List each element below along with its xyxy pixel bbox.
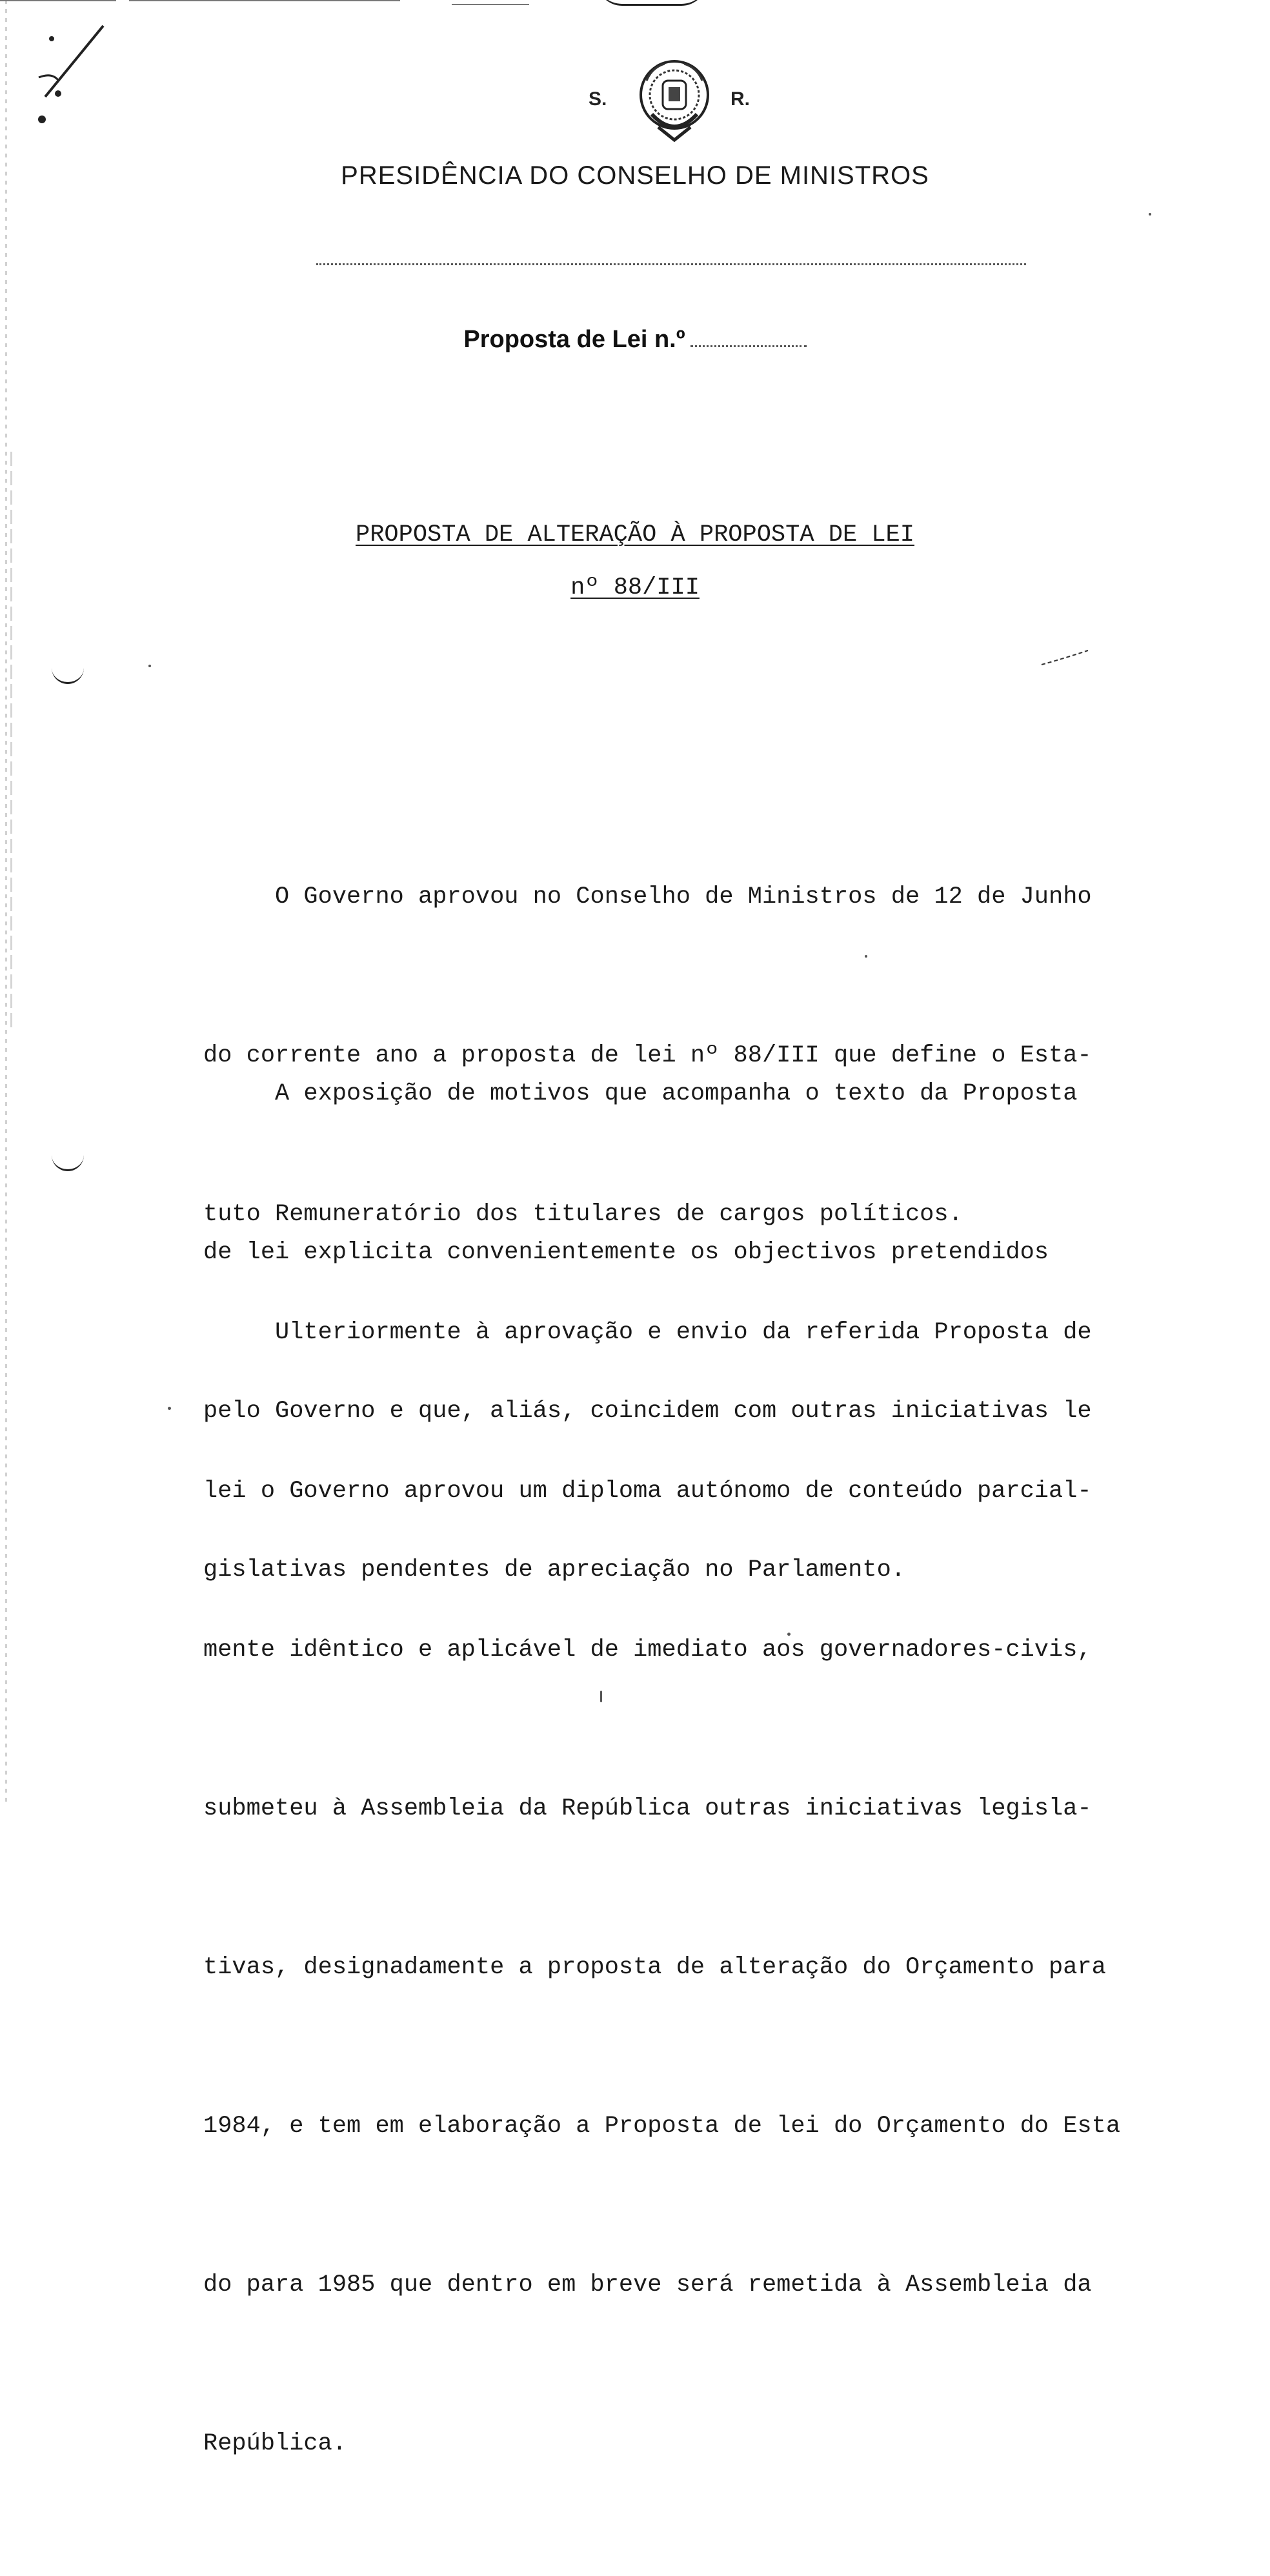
document-title-number: nº 88/III (570, 574, 700, 601)
pen-mark (32, 19, 123, 129)
text-line: Ulteriormente à aprovação e envio da referida Proposta de (203, 1319, 1092, 1346)
scan-top-arc (597, 0, 707, 6)
paragraph-3 (203, 1200, 1210, 2576)
text-line: gislativas pendentes de apreciação no Parlamento. (203, 1556, 905, 1584)
text-line: de lei explicita convenientemente os objectivos pretendidos (203, 1239, 1049, 1266)
text-line: mente idêntico e aplicável de imediato aos governadores-civis, (203, 1636, 1092, 1664)
law-number-label: Proposta de Lei n.º (463, 326, 685, 353)
scan-edge-mark (5, 0, 7, 1807)
text-line: tuto Remuneratório dos titulares de cargos políticos. (203, 1201, 963, 1228)
seal-letter-r: R. (731, 88, 750, 110)
text-line: 1984, e tem em elaboração a Proposta de lei do Orçamento do Esta (203, 2113, 1121, 2140)
scan-top-mark (452, 4, 529, 5)
scan-top-mark (0, 0, 116, 1)
scan-speck (1149, 213, 1151, 216)
dotted-divider (316, 263, 1026, 265)
pen-mark (1039, 645, 1091, 671)
text-line: República. (203, 2430, 347, 2457)
text-line: do para 1985 que dentro em breve será remetida à Assembleia da (203, 2271, 1092, 2299)
document-title: PROPOSTA DE ALTERAÇÃO À PROPOSTA DE LEI (356, 521, 914, 548)
republic-seal-row (581, 55, 755, 145)
punch-hole-mark (52, 668, 84, 684)
text-line: O Governo aprovou no Conselho de Ministros de 12 de Junho (203, 883, 1092, 911)
text-line: tivas, designadamente a proposta de alteração do Orçamento para (203, 1954, 1106, 1981)
scan-top-mark (129, 0, 400, 1)
seal-letter-s: S. (589, 88, 607, 110)
text-line: lei o Governo aprovou um diploma autónomo de conteúdo parcial- (203, 1478, 1092, 1505)
scan-speck (168, 1407, 171, 1410)
law-number-blank (690, 345, 807, 347)
coat-of-arms-icon (632, 55, 716, 145)
text-line: submeteu à Assembleia da República outras iniciativas legisla- (203, 1795, 1092, 1822)
text-line: pelo Governo e que, aliás, coincidem com outras iniciativas le (203, 1398, 1092, 1425)
organization-title: PRESIDÊNCIA DO CONSELHO DE MINISTROS (341, 161, 929, 190)
law-number-row (0, 326, 1270, 354)
scan-speck (148, 665, 151, 667)
text-line: do corrente ano a proposta de lei nº 88/III que define o Esta- (203, 1042, 1092, 1069)
text-line: A exposição de motivos que acompanha o texto da Proposta (203, 1080, 1078, 1107)
punch-hole-mark (52, 1155, 84, 1171)
